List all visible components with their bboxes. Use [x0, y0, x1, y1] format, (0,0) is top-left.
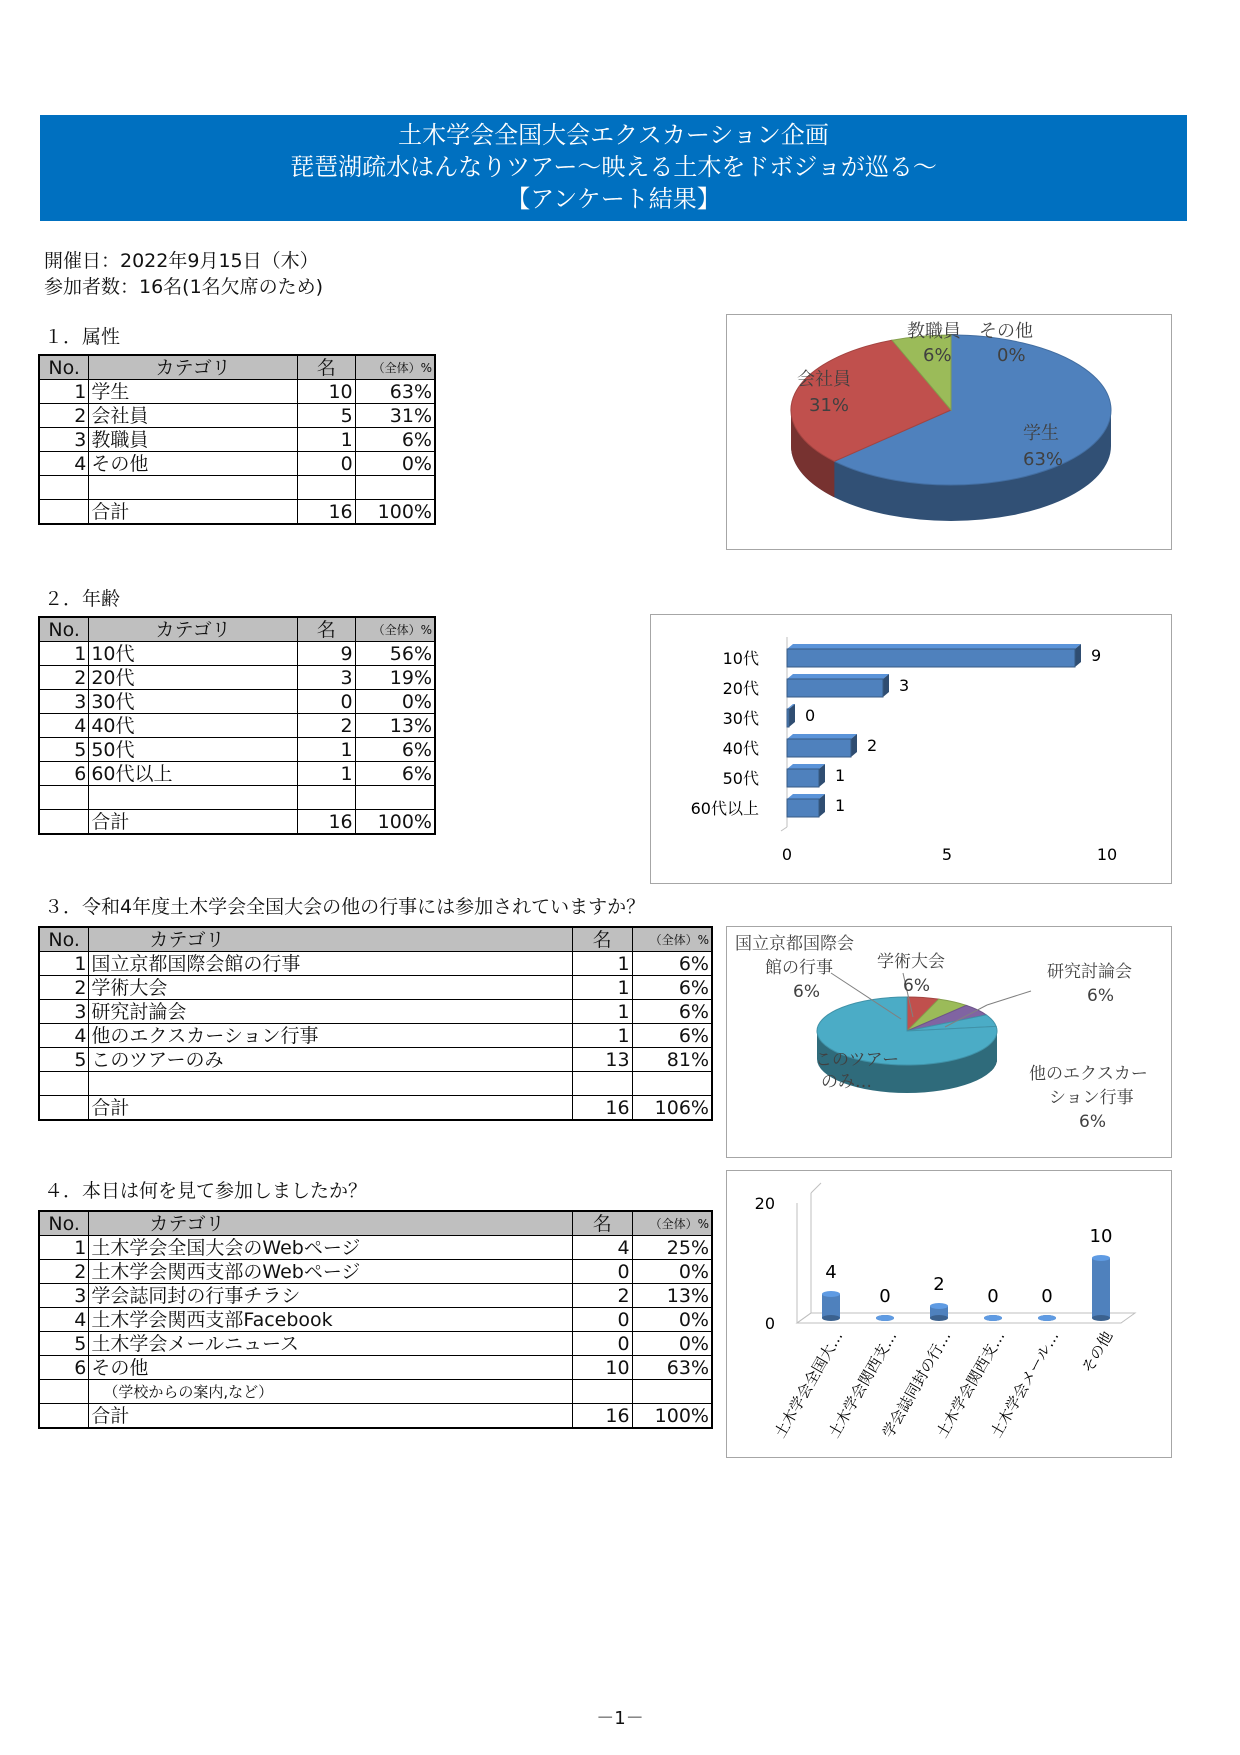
column-base — [930, 1315, 948, 1321]
col-pct: （全体）% — [632, 1211, 712, 1236]
row-pct: 6% — [632, 952, 712, 976]
row-category: このツアーのみ — [89, 1048, 572, 1072]
column-base — [822, 1315, 840, 1321]
bar-top — [787, 764, 825, 769]
row-count: 1 — [297, 762, 355, 786]
row-category: 他のエクスカーション行事 — [89, 1024, 572, 1048]
table-row — [39, 666, 435, 690]
category-label: 40代 — [722, 739, 759, 758]
pie3-label-kaikan-1: 国立京都国際会 — [735, 934, 854, 954]
bar-40代 — [787, 739, 851, 757]
bar-10代 — [787, 649, 1075, 667]
section4-table — [38, 1210, 713, 1429]
total-pct: 100% — [355, 810, 435, 835]
bar-top — [787, 644, 1081, 649]
category-label: 土木学会メール… — [987, 1328, 1063, 1441]
row-no: 4 — [39, 1308, 89, 1332]
row-count: 3 — [297, 666, 355, 690]
row-count: 10 — [297, 380, 355, 404]
col-count: 名 — [572, 1211, 632, 1236]
bar-30代 — [787, 709, 789, 727]
row-pct: 6% — [355, 428, 435, 452]
category-label: 土木学会関西支… — [932, 1328, 1009, 1441]
col-category: カテゴリ — [89, 1211, 572, 1236]
row-no: 2 — [39, 666, 89, 690]
total-row — [39, 500, 435, 525]
note-row — [39, 1380, 712, 1404]
title-banner — [40, 115, 1187, 221]
row-category: 30代 — [89, 690, 298, 714]
row-pct: 13% — [355, 714, 435, 738]
table-row — [39, 428, 435, 452]
table-row — [39, 1024, 712, 1048]
title-line-2: 琵琶湖疏水はんなりツアー～映える土木をドボジョが巡る～ — [290, 153, 937, 181]
table-row — [39, 1000, 712, 1024]
back-wall-line — [797, 1193, 811, 1323]
column-cap — [984, 1315, 1002, 1321]
row-count: 1 — [572, 976, 632, 1000]
row-pct: 63% — [632, 1356, 712, 1380]
row-count: 0 — [572, 1260, 632, 1284]
data-label: 4 — [825, 1262, 837, 1283]
col-category: カテゴリ — [89, 927, 572, 952]
col-count: 名 — [297, 617, 355, 642]
row-no: 3 — [39, 690, 89, 714]
table-row — [39, 1332, 712, 1356]
category-label: 60代以上 — [690, 799, 759, 818]
section4-title: ４．本日は何を見て参加しましたか？ — [44, 1180, 368, 1202]
row-no: 5 — [39, 738, 89, 762]
col-category: カテゴリ — [89, 355, 298, 380]
table-row — [39, 1308, 712, 1332]
row-count: 5 — [297, 404, 355, 428]
row-count: 2 — [572, 1284, 632, 1308]
col-count: 名 — [297, 355, 355, 380]
row-pct: 19% — [355, 666, 435, 690]
empty-row — [39, 476, 435, 500]
bar-top — [787, 674, 889, 679]
bar-50代 — [787, 769, 819, 787]
section2-title: ２．年齢 — [44, 588, 121, 610]
row-category: 会社員 — [89, 404, 298, 428]
table-row — [39, 952, 712, 976]
row-category: 40代 — [89, 714, 298, 738]
row-count: 1 — [297, 428, 355, 452]
x-tick-label: 10 — [1096, 845, 1118, 864]
row-count: 1 — [572, 952, 632, 976]
row-no: 6 — [39, 762, 89, 786]
data-label: 1 — [835, 766, 846, 785]
section2-table — [38, 616, 436, 835]
row-no: 1 — [39, 380, 89, 404]
table-row — [39, 1236, 712, 1260]
category-label: その他 — [1078, 1328, 1117, 1376]
pie1-pct-staff: 6% — [923, 345, 952, 366]
column-1 — [822, 1294, 840, 1318]
row-pct: 6% — [632, 1000, 712, 1024]
data-label: 2 — [867, 736, 878, 755]
col-pct: （全体）% — [632, 927, 712, 952]
row-note: （学校からの案内,など） — [89, 1380, 572, 1404]
row-category: 土木学会全国大会のWebページ — [89, 1236, 572, 1260]
row-category: 研究討論会 — [89, 1000, 572, 1024]
row-no: 4 — [39, 1024, 89, 1048]
row-no: 2 — [39, 404, 89, 428]
column-base — [1092, 1315, 1110, 1321]
row-category: 土木学会関西支部Facebook — [89, 1308, 572, 1332]
category-label: 10代 — [722, 649, 759, 668]
total-row — [39, 1096, 712, 1121]
bar-60代以上 — [787, 799, 819, 817]
row-category: 10代 — [89, 642, 298, 666]
age-bar-svg — [651, 615, 1171, 883]
column-cap — [1092, 1255, 1110, 1261]
pie1-label-staff: 教職員 — [907, 321, 961, 342]
col-pct: （全体）% — [355, 355, 435, 380]
total-count: 16 — [572, 1096, 632, 1121]
row-pct: 25% — [632, 1236, 712, 1260]
row-category: その他 — [89, 1356, 572, 1380]
section3-table — [38, 926, 713, 1121]
total-pct: 106% — [632, 1096, 712, 1121]
total-count: 16 — [572, 1404, 632, 1429]
participant-count: 参加者数：16名(1名欠席のため) — [44, 276, 324, 298]
y-axis-floor — [781, 827, 787, 831]
row-no: 5 — [39, 1048, 89, 1072]
row-pct: 63% — [355, 380, 435, 404]
column-6 — [1092, 1258, 1110, 1318]
pie3-label-only-2: のみ… — [821, 1072, 872, 1092]
table-header — [39, 927, 712, 952]
col-no: No. — [39, 927, 89, 952]
pie3-pct-kenkyu: 6% — [1087, 986, 1114, 1006]
row-count: 0 — [297, 452, 355, 476]
table-row — [39, 738, 435, 762]
source-bar-chart — [726, 1170, 1172, 1458]
row-pct: 0% — [355, 690, 435, 714]
row-category: 50代 — [89, 738, 298, 762]
row-count: 9 — [297, 642, 355, 666]
row-no: 1 — [39, 1236, 89, 1260]
total-pct: 100% — [632, 1404, 712, 1429]
total-label: 合計 — [89, 810, 298, 835]
empty-row — [39, 786, 435, 810]
data-label: 0 — [1041, 1286, 1053, 1307]
table-row — [39, 976, 712, 1000]
data-label: 2 — [933, 1274, 945, 1295]
pie1-label-employee: 会社員 — [797, 369, 851, 390]
row-pct: 6% — [355, 738, 435, 762]
table-row — [39, 762, 435, 786]
row-no: 6 — [39, 1356, 89, 1380]
row-count: 13 — [572, 1048, 632, 1072]
category-label: 50代 — [722, 769, 759, 788]
row-count: 1 — [572, 1024, 632, 1048]
col-pct: （全体）% — [355, 617, 435, 642]
row-category: 土木学会関西支部のWebページ — [89, 1260, 572, 1284]
data-label: 1 — [835, 796, 846, 815]
row-count: 4 — [572, 1236, 632, 1260]
row-count: 1 — [572, 1000, 632, 1024]
source-bar-svg — [727, 1171, 1171, 1457]
pie3-label-gakujutsu: 学術大会 — [877, 952, 945, 972]
row-pct: 56% — [355, 642, 435, 666]
table-row — [39, 1356, 712, 1380]
data-label: 3 — [899, 676, 910, 695]
bar-top — [787, 734, 857, 739]
row-pct: 0% — [355, 452, 435, 476]
col-category: カテゴリ — [89, 617, 298, 642]
row-count: 0 — [572, 1332, 632, 1356]
row-category: 国立京都国際会館の行事 — [89, 952, 572, 976]
back-wall-top — [811, 1183, 821, 1193]
row-count: 0 — [572, 1308, 632, 1332]
events-pie-svg — [727, 927, 1171, 1157]
page-number: －1－ — [596, 1708, 644, 1729]
table-row — [39, 404, 435, 428]
row-pct: 0% — [632, 1308, 712, 1332]
pie1-pct-employee: 31% — [809, 395, 850, 416]
row-pct: 0% — [632, 1260, 712, 1284]
table-row — [39, 1048, 712, 1072]
row-category: 学術大会 — [89, 976, 572, 1000]
row-pct: 31% — [355, 404, 435, 428]
row-category: 60代以上 — [89, 762, 298, 786]
pie1-pct-other: 0% — [997, 345, 1026, 366]
table-row — [39, 452, 435, 476]
data-label: 0 — [879, 1286, 891, 1307]
pie3-pct-excursion: 6% — [1079, 1112, 1106, 1132]
col-count: 名 — [572, 927, 632, 952]
table-header — [39, 355, 435, 380]
pie3-label-kenkyu: 研究討論会 — [1047, 962, 1132, 982]
col-no: No. — [39, 1211, 89, 1236]
floor — [797, 1313, 1135, 1323]
y-tick-label: 0 — [764, 1314, 775, 1333]
bar-20代 — [787, 679, 883, 697]
table-row — [39, 1260, 712, 1284]
total-count: 16 — [297, 810, 355, 835]
row-no: 2 — [39, 976, 89, 1000]
row-no: 4 — [39, 452, 89, 476]
row-no: 4 — [39, 714, 89, 738]
row-no: 1 — [39, 642, 89, 666]
data-label: 0 — [805, 706, 816, 725]
col-no: No. — [39, 617, 89, 642]
pie3-pct-kaikan: 6% — [793, 982, 820, 1002]
row-pct: 13% — [632, 1284, 712, 1308]
column-cap — [930, 1303, 948, 1309]
total-label: 合計 — [89, 1404, 572, 1429]
row-no: 3 — [39, 1284, 89, 1308]
total-pct: 100% — [355, 500, 435, 525]
pie3-label-kaikan-2: 館の行事 — [765, 958, 833, 978]
bar-top — [787, 794, 825, 799]
section1-title: １．属性 — [44, 326, 121, 348]
row-pct: 6% — [355, 762, 435, 786]
table-header — [39, 617, 435, 642]
column-cap — [876, 1315, 894, 1321]
row-pct: 6% — [632, 1024, 712, 1048]
pie3-pct-gakujutsu: 6% — [903, 976, 930, 996]
row-count: 2 — [297, 714, 355, 738]
row-no: 1 — [39, 952, 89, 976]
category-label: 土木学会全国大… — [770, 1328, 847, 1441]
data-label: 0 — [987, 1286, 999, 1307]
category-label: 学会誌同封の行… — [878, 1328, 955, 1441]
category-label: 土木学会関西支… — [824, 1328, 901, 1441]
category-label: 30代 — [722, 709, 759, 728]
title-line-1: 土木学会全国大会エクスカーション企画 — [398, 121, 829, 149]
total-label: 合計 — [89, 500, 298, 525]
row-no: 3 — [39, 1000, 89, 1024]
empty-row — [39, 1072, 712, 1096]
pie3-label-excursion-1: 他のエクスカー — [1029, 1064, 1148, 1084]
data-label: 10 — [1089, 1226, 1113, 1247]
age-bar-chart — [650, 614, 1172, 884]
total-row — [39, 1404, 712, 1429]
column-cap — [1038, 1315, 1056, 1321]
row-count: 0 — [297, 690, 355, 714]
attribute-pie-chart — [726, 314, 1172, 550]
row-count: 10 — [572, 1356, 632, 1380]
section3-title: ３．令和4年度土木学会全国大会の他の行事には参加されていますか？ — [44, 896, 646, 918]
table-row — [39, 1284, 712, 1308]
row-no: 5 — [39, 1332, 89, 1356]
table-row — [39, 380, 435, 404]
table-row — [39, 690, 435, 714]
row-pct: 0% — [632, 1332, 712, 1356]
row-category: その他 — [89, 452, 298, 476]
row-pct: 6% — [632, 976, 712, 1000]
row-no: 3 — [39, 428, 89, 452]
category-label: 20代 — [722, 679, 759, 698]
pie1-pct-student: 63% — [1023, 449, 1064, 470]
table-row — [39, 714, 435, 738]
pie1-label-student: 学生 — [1023, 423, 1059, 444]
table-row — [39, 642, 435, 666]
row-no: 2 — [39, 1260, 89, 1284]
section1-table — [38, 354, 436, 525]
row-pct: 81% — [632, 1048, 712, 1072]
row-category: 学生 — [89, 380, 298, 404]
leader-line — [987, 991, 1031, 1005]
row-category: 教職員 — [89, 428, 298, 452]
title-line-3: 【アンケート結果】 — [506, 185, 721, 213]
total-label: 合計 — [89, 1096, 572, 1121]
row-category: 土木学会メールニュース — [89, 1332, 572, 1356]
events-pie-chart — [726, 926, 1172, 1158]
attribute-pie-svg — [727, 315, 1171, 549]
row-count: 1 — [297, 738, 355, 762]
data-label: 9 — [1091, 646, 1102, 665]
table-header — [39, 1211, 712, 1236]
row-category: 20代 — [89, 666, 298, 690]
x-tick-label: 0 — [781, 845, 793, 864]
pie1-label-other: その他 — [979, 321, 1033, 342]
total-row — [39, 810, 435, 835]
x-tick-label: 5 — [941, 845, 953, 864]
total-count: 16 — [297, 500, 355, 525]
event-date: 開催日：2022年9月15日（木） — [44, 250, 319, 272]
col-no: No. — [39, 355, 89, 380]
y-tick-label: 20 — [754, 1194, 775, 1213]
column-cap — [822, 1291, 840, 1297]
pie3-label-only-1: このツアー — [815, 1050, 900, 1070]
row-category: 学会誌同封の行事チラシ — [89, 1284, 572, 1308]
pie3-label-excursion-2: ション行事 — [1049, 1088, 1134, 1108]
